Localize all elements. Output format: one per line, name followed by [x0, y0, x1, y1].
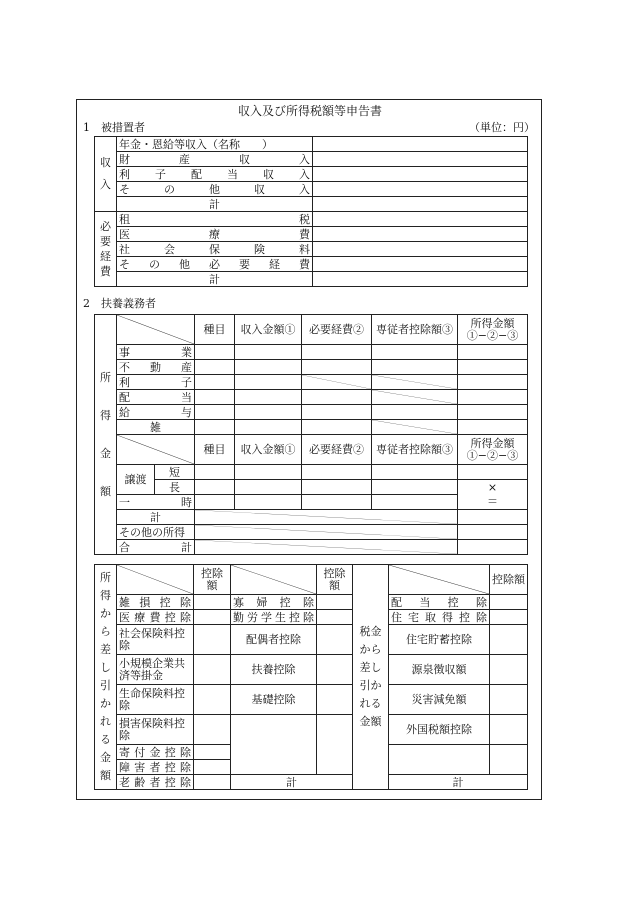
cell[interactable] [235, 360, 302, 375]
input-interest[interactable] [313, 167, 528, 182]
cell[interactable] [195, 345, 235, 360]
ded-social-ins: 社会保険料控除 [117, 625, 194, 655]
cell[interactable] [195, 360, 235, 375]
input-insurance[interactable] [313, 242, 528, 257]
ded-student: 勤労学生控除 [231, 610, 317, 625]
row-interest: 利子 [117, 375, 195, 390]
income-group-label: 収入 [95, 137, 117, 212]
cell[interactable] [235, 480, 302, 495]
diag-cell [195, 510, 458, 525]
empty [389, 745, 490, 775]
expense-row-insurance: 社会保険料 [117, 242, 313, 257]
ded-disability: 障害者控除 [117, 760, 194, 775]
input-other-income[interactable] [313, 182, 528, 197]
cell[interactable] [194, 685, 231, 715]
times-equals-cell [458, 480, 528, 510]
cell[interactable] [195, 390, 235, 405]
cell[interactable] [317, 610, 353, 625]
ded-elderly: 老齢者控除 [117, 775, 194, 790]
diag-cell [372, 375, 458, 390]
row-business: 事業 [117, 345, 195, 360]
income-row-pension: 年金・恩給等収入（名称 ） [117, 137, 313, 152]
row-transfer-long: 長 [155, 480, 195, 495]
ded-basic: 基礎控除 [231, 685, 317, 715]
cell[interactable] [194, 775, 231, 790]
declaration-form [76, 99, 542, 800]
income-row-other: その他収入 [117, 182, 313, 197]
diag-cell [195, 525, 458, 540]
row-subtotal: 計 [117, 510, 195, 525]
cell[interactable] [235, 420, 302, 435]
cell[interactable] [458, 375, 528, 390]
row-transfer-short: 短 [155, 465, 195, 480]
cell[interactable] [372, 495, 458, 510]
ded-damage-ins: 損害保険料控除 [117, 715, 194, 745]
header-expense: 必要経費② [302, 315, 372, 345]
ded-small-biz: 小規模企業共済等掛金 [117, 655, 194, 685]
ded-donation: 寄付金控除 [117, 745, 194, 760]
expense-row-total: 計 [117, 272, 313, 287]
ded-casualty: 雑損控除 [117, 595, 194, 610]
ded-foreign-tax: 外国税額控除 [389, 715, 490, 745]
cell[interactable] [490, 610, 528, 625]
cell[interactable] [372, 465, 458, 480]
section1-label: 1 被措置者 [83, 121, 145, 134]
input-pension[interactable] [313, 137, 528, 152]
form-title: 収入及び所得税額等申告書 [237, 104, 382, 118]
cell[interactable] [194, 625, 231, 655]
input-tax[interactable] [313, 212, 528, 227]
header-diagonal [117, 315, 195, 345]
expense-group-label: 必要経費 [95, 212, 117, 287]
cell[interactable] [490, 595, 528, 610]
cell[interactable] [317, 685, 353, 715]
row-other-income: その他の所得 [117, 525, 195, 540]
cell[interactable] [195, 375, 235, 390]
row-transfer: 譲渡 [117, 465, 155, 495]
cell[interactable] [302, 360, 372, 375]
row-grand-total: 合計 [117, 540, 195, 555]
row-temporary: 一時 [117, 495, 195, 510]
cell[interactable] [458, 390, 528, 405]
cell[interactable] [195, 465, 235, 480]
cell[interactable] [317, 595, 353, 610]
diag-cell [302, 375, 372, 390]
header-diagonal-2 [117, 435, 195, 465]
cell[interactable] [490, 685, 528, 715]
input-expense-total[interactable] [313, 272, 528, 287]
cell[interactable] [302, 405, 372, 420]
cell[interactable] [302, 465, 372, 480]
cell[interactable] [194, 610, 231, 625]
cell[interactable] [194, 760, 231, 775]
ded-diag [389, 565, 490, 595]
cell[interactable] [372, 345, 458, 360]
cell[interactable] [195, 480, 235, 495]
cell[interactable] [194, 595, 231, 610]
cell[interactable] [490, 655, 528, 685]
cell[interactable] [458, 360, 528, 375]
cell[interactable] [235, 390, 302, 405]
cell[interactable] [458, 405, 528, 420]
cell[interactable] [195, 420, 235, 435]
cell[interactable] [458, 525, 528, 540]
equals-sign: ＝ [487, 494, 498, 508]
cell[interactable] [317, 625, 353, 655]
input-medical[interactable] [313, 227, 528, 242]
ded-spouse: 配偶者控除 [231, 625, 317, 655]
ded-widow: 寡婦控除 [231, 595, 317, 610]
income-row-interest: 利子配当収入 [117, 167, 313, 182]
input-property[interactable] [313, 152, 528, 167]
header-income-amount: 収入金額① [235, 315, 302, 345]
expense-row-other: その他必要経費 [117, 257, 313, 272]
row-misc: 雑 [117, 420, 195, 435]
ded-total-middle: 計 [231, 775, 353, 790]
ded-total-right: 計 [389, 775, 528, 790]
ded-housing-sav: 住宅貯蓄控除 [389, 625, 490, 655]
diag-cell [195, 540, 458, 555]
header-kind-2: 種目 [195, 435, 235, 465]
cell[interactable] [235, 345, 302, 360]
input-other-expense[interactable] [313, 257, 528, 272]
cell[interactable] [195, 495, 235, 510]
input-income-total[interactable] [313, 197, 528, 212]
expense-row-medical: 医療費 [117, 227, 313, 242]
section2-label: 2 扶養義務者 [83, 297, 156, 310]
row-dividend: 配当 [117, 390, 195, 405]
cell[interactable] [194, 715, 231, 745]
cell[interactable] [235, 495, 302, 510]
row-real-estate: 不動産 [117, 360, 195, 375]
ded-life-ins: 生命保険料控除 [117, 685, 194, 715]
cell[interactable] [372, 360, 458, 375]
row-salary: 給与 [117, 405, 195, 420]
cell[interactable] [458, 420, 528, 435]
cell[interactable] [302, 390, 372, 405]
times-sign: × [487, 480, 498, 494]
cell[interactable] [235, 465, 302, 480]
cell[interactable] [458, 540, 528, 555]
cell[interactable] [458, 510, 528, 525]
cell[interactable] [490, 715, 528, 745]
header-total: 所得金額①−②−③ [458, 315, 528, 345]
section2-table [94, 314, 528, 555]
cell[interactable] [194, 655, 231, 685]
ded-medical: 医療費控除 [117, 610, 194, 625]
income-row-property: 財産収入 [117, 152, 313, 167]
cell[interactable] [302, 480, 372, 495]
cell[interactable] [194, 745, 231, 760]
ded-dependent: 扶養控除 [231, 655, 317, 685]
ded-withholding: 源泉徴収額 [389, 655, 490, 685]
diag-cell [372, 420, 458, 435]
header-income-amount-2: 収入金額① [235, 435, 302, 465]
ded-header-2: 控除額 [317, 565, 353, 595]
expense-row-tax: 租税 [117, 212, 313, 227]
header-expense-2: 必要経費② [302, 435, 372, 465]
section1-table [94, 136, 528, 287]
cell[interactable] [235, 375, 302, 390]
ded-housing-acq: 住宅取得控除 [389, 610, 490, 625]
header-total-2: 所得金額①−②−③ [458, 435, 528, 465]
header-employee-2: 専従者控除額③ [372, 435, 458, 465]
deduct-left-group-label: 所得から差し引かれる金額 [95, 565, 117, 790]
cell[interactable] [372, 405, 458, 420]
header-employee: 専従者控除額③ [372, 315, 458, 345]
empty [317, 715, 353, 775]
cell[interactable] [235, 405, 302, 420]
cell[interactable] [195, 405, 235, 420]
income-row-total: 計 [117, 197, 313, 212]
ded-header-3: 控除額 [490, 565, 528, 595]
cell[interactable] [490, 625, 528, 655]
unit-label: （単位：円） [469, 121, 535, 134]
ded-dividend: 配当控除 [389, 595, 490, 610]
ded-diag [117, 565, 194, 595]
cell[interactable] [458, 345, 528, 360]
cell[interactable] [458, 465, 528, 480]
empty [490, 745, 528, 775]
cell[interactable] [372, 480, 458, 495]
deduct-right-group-label: 税金から差し引かれる金額 [353, 565, 389, 790]
cell[interactable] [317, 655, 353, 685]
cell[interactable] [302, 420, 372, 435]
cell[interactable] [302, 495, 372, 510]
ded-disaster: 災害減免額 [389, 685, 490, 715]
ded-header-1: 控除額 [194, 565, 231, 595]
diag-cell [372, 390, 458, 405]
income-amount-group-label: 所得金額 [95, 315, 117, 555]
deductions-table [94, 564, 528, 790]
ded-diag [231, 565, 317, 595]
header-kind: 種目 [195, 315, 235, 345]
cell[interactable] [302, 345, 372, 360]
empty [231, 715, 317, 775]
